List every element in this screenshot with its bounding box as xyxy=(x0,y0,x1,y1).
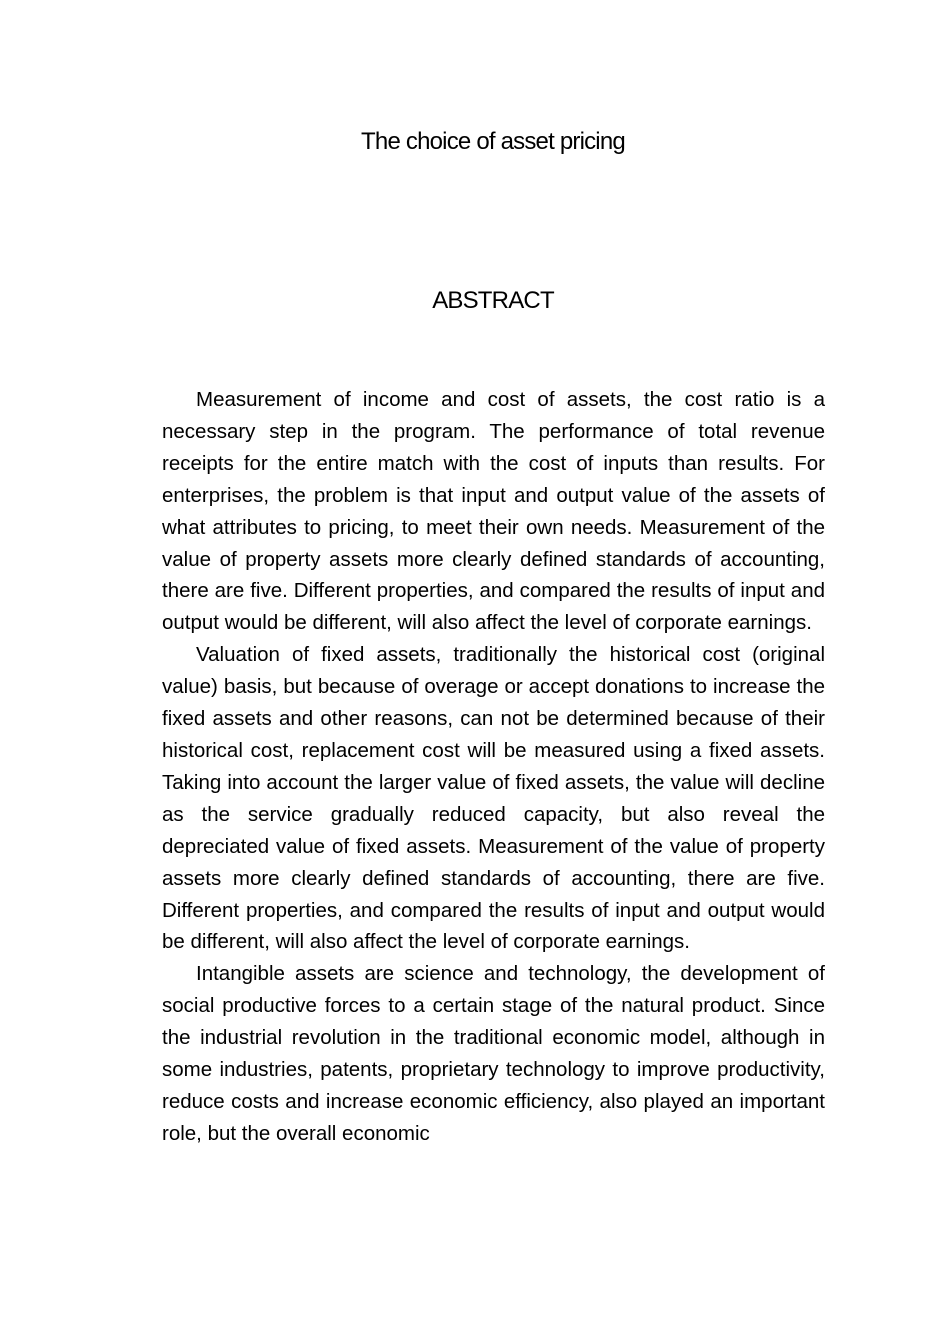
abstract-heading: ABSTRACT xyxy=(432,287,554,314)
abstract-body xyxy=(162,384,825,1150)
abstract-paragraph-3: Intangible assets are science and technology, the development of social productive forces to a certain stage of the natural product. Since the industrial revolution in the traditional economic model, although in some industries, patents, proprietary technology to improve productivity, reduce costs and increase economic efficiency, also played an important role, but the overall economic xyxy=(162,962,825,1145)
abstract-paragraph-1: Measurement of income and cost of assets, the cost ratio is a necessary step in the program. The performance of total revenue receipts for the entire match with the cost of inputs than results. For enterprises, the problem is that input and output value of the assets of what attributes to pricing, to meet their own needs. Measurement of the value of property assets more clearly defined standards of accounting, there are five. Different properties, and compared the results of input and output would be different, will also affect the level of corporate earnings. xyxy=(162,388,825,635)
abstract-paragraph-2: Valuation of fixed assets, traditionally the historical cost (original value) basis, but because of overage or accept donations to increase the fixed assets and other reasons, can not be determined because of their historical cost, replacement cost will be measured using a fixed assets. Taking into account the larger value of fixed assets, the value will decline as the service gradually reduced capacity, but also reveal the depreciated value of fixed assets. Measurement of the value of property assets more clearly defined standards of accounting, there are five. Different properties, and compared the results of input and output would be different, will also affect the level of corporate earnings. xyxy=(162,643,825,954)
document-title: The choice of asset pricing xyxy=(361,128,625,155)
